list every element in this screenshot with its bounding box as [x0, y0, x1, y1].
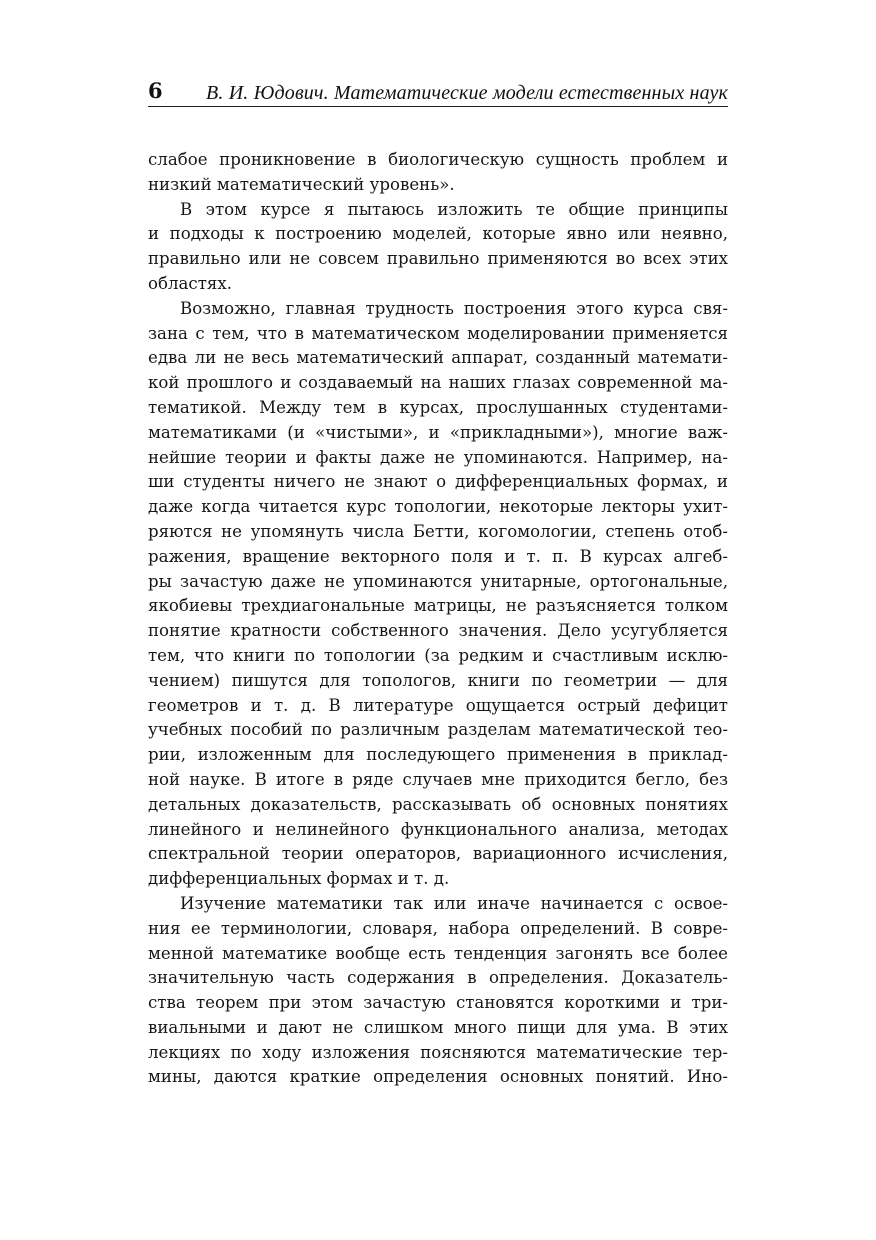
text-line: мины, даются краткие определения основных понятий. Ино-	[148, 1067, 728, 1087]
text-line: Возможно, главная трудность построения этого курса свя-	[180, 298, 728, 318]
text-line: значительную часть содержания в определения. Доказатель-	[148, 968, 728, 988]
text-line: понятие кратности собственного значения. Дело усугубляется	[148, 621, 728, 641]
text-line: В этом курсе я пытаюсь изложить те общие принципы	[180, 199, 728, 219]
text-line: тематикой. Между тем в курсах, прослушанных студентами-	[148, 397, 728, 417]
header-rule	[148, 106, 728, 107]
text-line: менной математике вообще есть тенденция загонять все более	[148, 943, 728, 963]
text-line: ражения, вращение векторного поля и т. п. В курсах алгеб-	[148, 546, 728, 566]
text-line: кой прошлого и создаваемый на наших глазах современной ма-	[148, 373, 728, 393]
text-line: дифференциальных формах и т. д.	[148, 869, 450, 889]
running-title: В. И. Юдович. Математические модели естественных наук	[206, 82, 728, 104]
text-line: лекциях по ходу изложения поясняются математические тер-	[148, 1042, 728, 1062]
text-line: якобиевы трехдиагональные матрицы, не разъясняется толком	[148, 596, 728, 616]
text-line: Изучение математики так или иначе начинается с освое-	[180, 893, 728, 913]
text-line: тем, что книги по топологии (за редким и счастливым исклю-	[148, 645, 728, 665]
running-head	[148, 76, 728, 106]
text-line: ряются не упомянуть числа Бетти, когомологии, степень отоб-	[148, 521, 728, 541]
body-text	[148, 148, 728, 1090]
text-line: рии, изложенным для последующего применения в приклад-	[148, 745, 728, 765]
text-line: низкий математический уровень».	[148, 174, 455, 194]
text-line: ния ее терминологии, словаря, набора определений. В совре-	[148, 918, 728, 938]
text-line: областях.	[148, 273, 232, 293]
text-line: ства теорем при этом зачастую становятся короткими и три-	[148, 993, 728, 1013]
text-line: виальными и дают не слишком много пищи для ума. В этих	[148, 1017, 728, 1037]
text-line: детальных доказательств, рассказывать об основных понятиях	[148, 794, 728, 814]
text-line: спектральной теории операторов, вариационного исчисления,	[148, 844, 728, 864]
text-line: едва ли не весь математический аппарат, созданный математи-	[148, 348, 728, 368]
text-line: даже когда читается курс топологии, некоторые лекторы ухит-	[148, 497, 728, 517]
text-line: геометров и т. д. В литературе ощущается острый дефицит	[148, 695, 728, 715]
text-line: правильно или не совсем правильно применяются во всех этих	[148, 249, 728, 269]
text-line: математиками (и «чистыми», и «прикладными»), многие важ-	[148, 422, 728, 442]
text-line: зана с тем, что в математическом моделировании применяется	[148, 323, 728, 343]
text-line: нейшие теории и факты даже не упоминаются. Например, на-	[148, 447, 728, 467]
text-line: слабое проникновение в биологическую сущность проблем и	[148, 150, 728, 169]
text-line: ры зачастую даже не упоминаются унитарные, ортогональные,	[148, 571, 728, 591]
text-line: линейного и нелинейного функционального анализа, методах	[148, 819, 728, 839]
text-line: ной науке. В итоге в ряде случаев мне приходится бегло, без	[148, 769, 728, 789]
text-line: чением) пишутся для топологов, книги по геометрии — для	[148, 670, 728, 690]
text-line: и подходы к построению моделей, которые явно или неявно,	[148, 224, 728, 244]
text-line: учебных пособий по различным разделам математической тео-	[148, 720, 728, 740]
page-number: 6	[148, 78, 163, 103]
text-line: ши студенты ничего не знают о дифференциальных формах, и	[148, 472, 728, 492]
